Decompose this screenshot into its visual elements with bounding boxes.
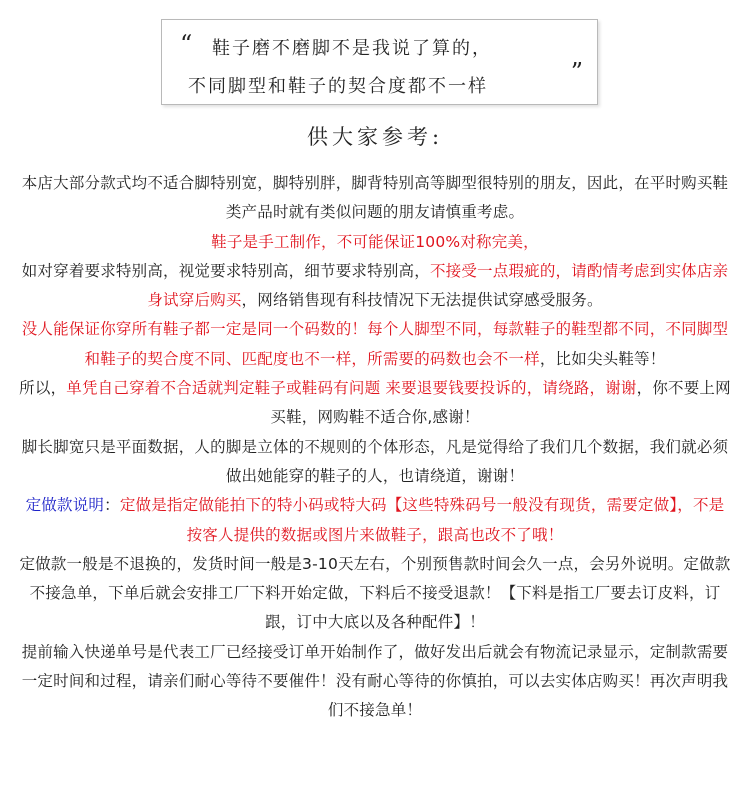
text-segment: ，网络销售现有科技情况下无法提供试穿感受服务。 <box>241 291 603 310</box>
close-quote-mark: ” <box>570 58 583 86</box>
text-segment: 没人能保证你穿所有鞋子都一定是同一个码数的！每个人脚型不同，每款鞋子的鞋型都不同，不同脚型和鞋子的契合度不同、匹配度也不一样，所需要的码数也会不一样 <box>21 320 729 368</box>
paragraph-fit-warning <box>18 169 732 228</box>
text-segment: 所以， <box>19 379 67 398</box>
text-segment: 单凭自己穿着不合适就判定鞋子或鞋码有问题 来要退要钱要投诉的，请绕路，谢谢 <box>66 379 637 398</box>
paragraph-size-variance <box>18 315 732 374</box>
paragraph-custom-shipping <box>18 550 732 638</box>
text-segment: 不接受一点瑕疵的，请酌情考虑到实体店亲身试穿后购买 <box>147 261 729 310</box>
quote-box <box>161 19 598 105</box>
notice-content <box>18 169 732 726</box>
paragraph-no-complaints <box>18 374 732 433</box>
text-segment: 定做款一般是不退换的，发货时间一般是3-10天左右，个别预售款时间会久一点，会另外说明。定做款不接急单，下单后就会安排工厂下料开始定做，下料后不接受退款！【下料是指工厂要去订皮料，订跟，订中大底以及各种配件】！ <box>19 554 731 632</box>
quote-line-1: 鞋子磨不磨脚不是我说了算的， <box>212 38 492 59</box>
text-segment: ： <box>104 496 120 515</box>
paragraph-custom-order <box>18 491 732 550</box>
text-segment: ，你不要上网买鞋，网购鞋不适合你,感谢！ <box>270 379 731 427</box>
paragraph-handmade <box>18 228 732 257</box>
quote-line-2: 不同脚型和鞋子的契合度都不一样 <box>188 76 488 97</box>
text-segment: 如对穿着要求特别高，视觉要求特别高，细节要求特别高， <box>21 261 430 280</box>
text-segment: ，比如尖头鞋等！ <box>539 349 666 368</box>
text-segment: 提前输入快递单号是代表工厂已经接受订单开始制作了，做好发出后就会有物流记录显示，定制款需要一定时间和过程，请亲们耐心等待不要催件！没有耐心等待的你慎拍，可以去实体店购买！再次声明我们不接急单！ <box>21 642 729 720</box>
text-segment: 定做是指定做能拍下的特小码或特大码【这些特殊码号一般没有现货，需要定做】，不是按客人提供的数据或图片来做鞋子，跟高也改不了哦！ <box>119 496 725 544</box>
custom-order-label: 定做款说明 <box>25 496 105 515</box>
paragraph-foot-data <box>18 433 732 492</box>
paragraph-tracking <box>18 638 732 726</box>
open-quote-mark: “ <box>180 30 193 58</box>
text-segment: 脚长脚宽只是平面数据，人的脚是立体的不规则的个体形态，凡是觉得给了我们几个数据，我们就必须做出她能穿的鞋子的人，也请绕道，谢谢！ <box>21 437 729 485</box>
text-segment: 本店大部分款式均不适合脚特别宽，脚特别胖，脚背特别高等脚型很特别的朋友，因此，在平时购买鞋类产品时就有类似问题的朋友请慎重考虑。 <box>21 174 729 222</box>
page-heading: 供大家参考: <box>306 125 444 149</box>
paragraph-quality-requirements <box>18 257 732 316</box>
text-segment: 鞋子是手工制作，不可能保证100%对称完美， <box>211 232 539 251</box>
